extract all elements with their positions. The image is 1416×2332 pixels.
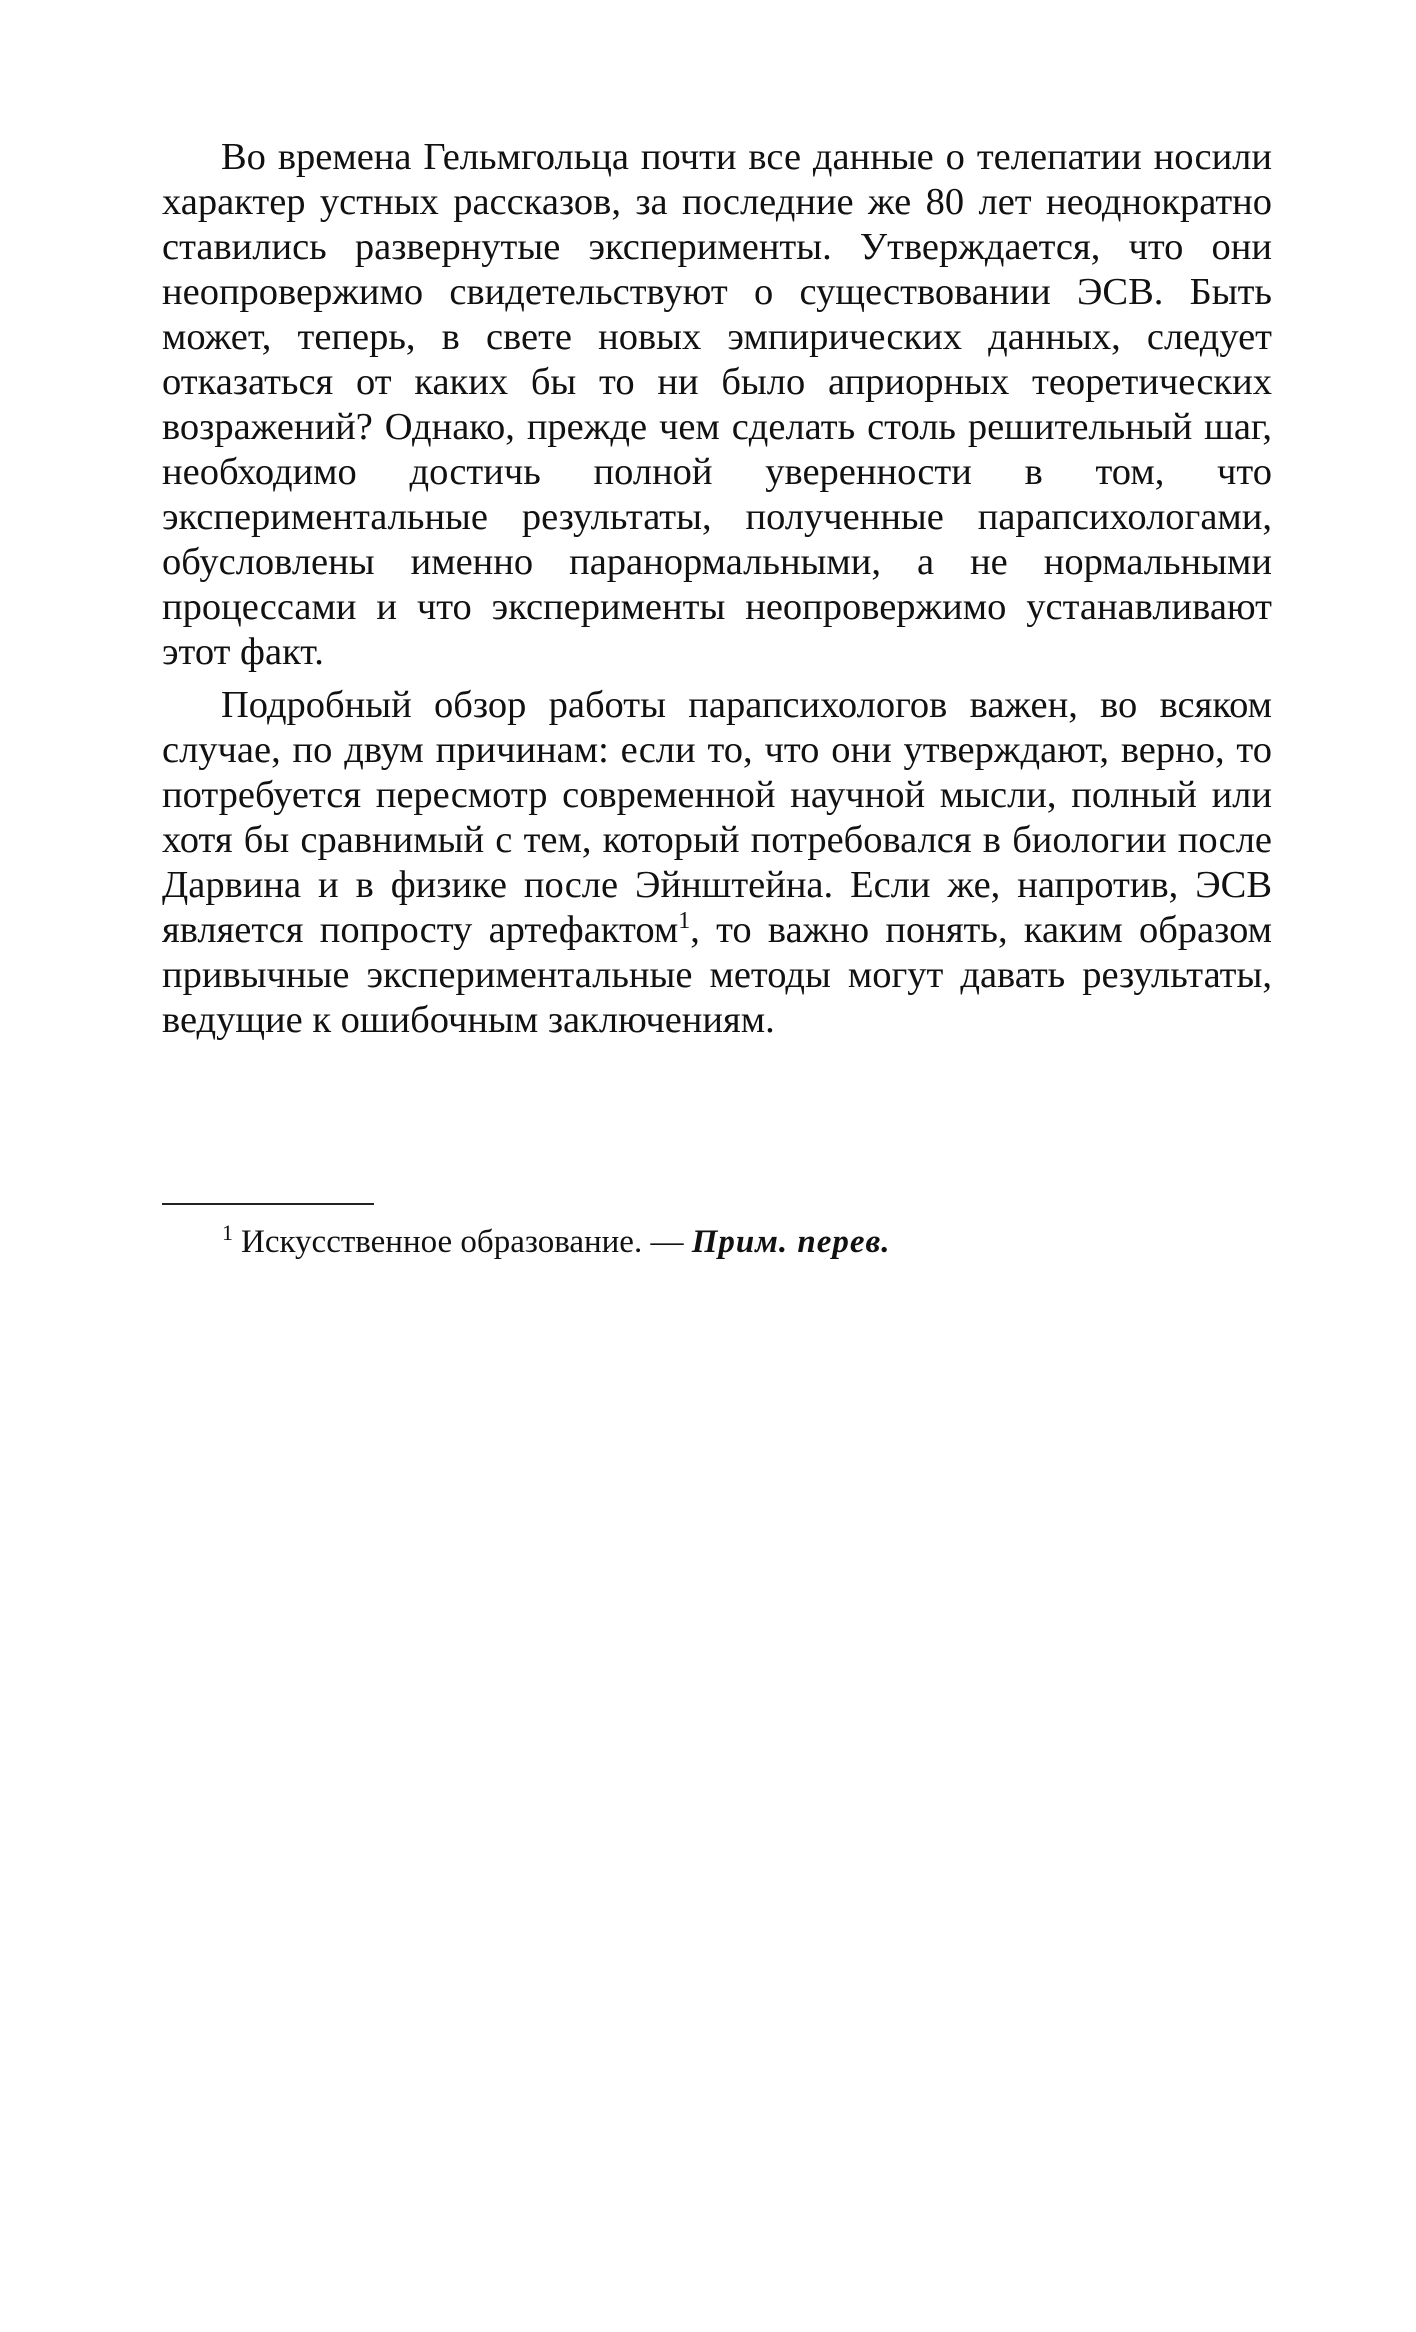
paragraph-2-text-end: , то важно понять, каким образом привычные экспериментальные методы могут давать результаты, ведущие к ошибочным заключениям. [162,909,1273,1041]
footnote [222,1222,1222,1262]
paragraph-2-text-start: Подробный обзор работы парапсихологов важен, во всяком случае, по двум причинам: если то, что они утверждают, верно, то потребуется пересмотр современной научной мысли, полный или хотя бы сравнимый с тем, который потребовался в биологии после Дарвина и в физике после Эйнштейна. Если же, напротив, ЭСВ является попросту артефактом [162,684,1272,951]
main-text [162,135,1272,1043]
footnote-divider [162,1203,374,1205]
footnote-text: Искусственное образование. — [241,1224,692,1260]
footnote-number: 1 [222,1220,233,1245]
paragraph-1 [162,135,1272,675]
translator-note: Прим. перев. [691,1224,891,1260]
paragraph-1-text: Во времена Гельмгольца почти все данные о телепатии носили характер устных рассказов, за последние же 80 лет неоднократно ставились развернутые эксперименты. Утверждается, что они неопровержимо свидетельствуют о существовании ЭСВ. Быть может, теперь, в свете новых эмпирических данных, следует отказаться от каких бы то ни было априорных теоретических возражений? Однако, прежде чем сделать столь решительный шаг, необходимо достичь полной уверенности в том, что экспериментальные результаты, полученные парапсихологами, обусловлены именно паранормальными, а не нормальными процессами и что эксперименты неопровержимо устанавливают этот факт. [162,136,1272,673]
footnote-reference[interactable]: 1 [678,908,691,935]
paragraph-2 [162,683,1272,1043]
